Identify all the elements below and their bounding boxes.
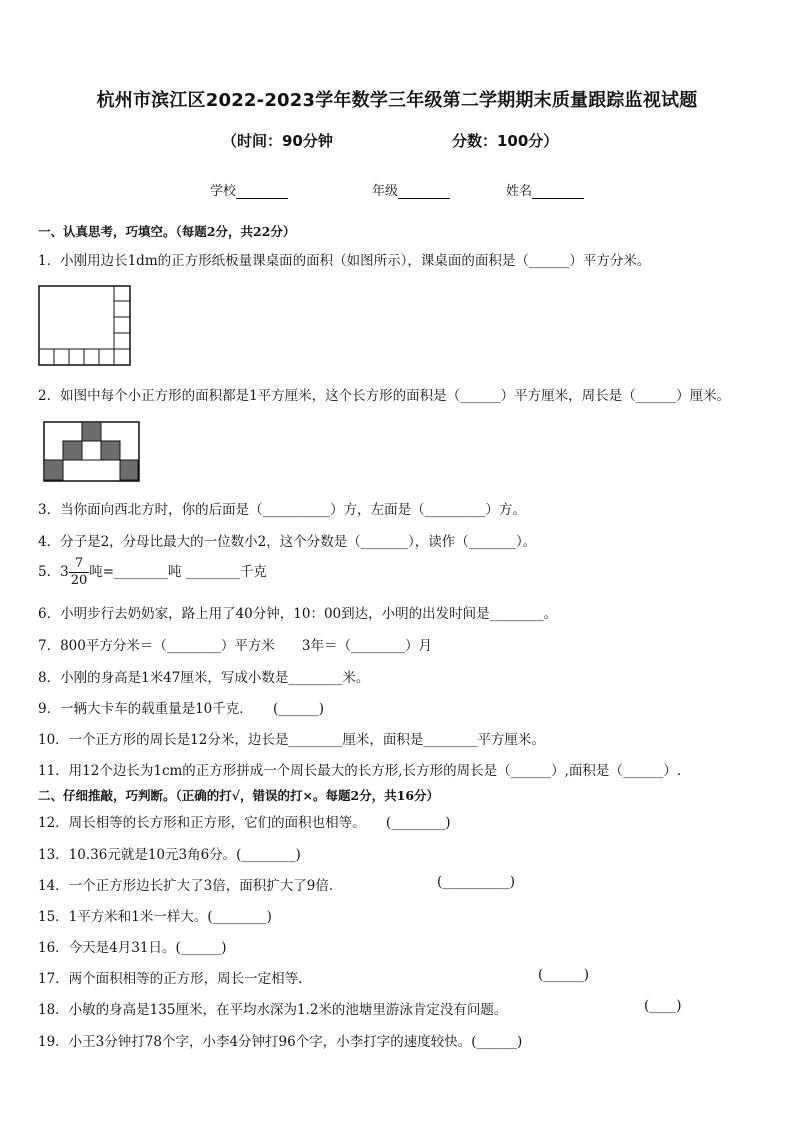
question-13: 13．10.36元就是10元3角6分。(________) bbox=[38, 847, 301, 863]
question-7: 7．800平方分米＝（________）平方米 3年＝（________）月 bbox=[38, 638, 432, 654]
question-2: 2．如图中每个小正方形的面积都是1平方厘米，这个长方形的面积是（______）平方厘米，周长是（______）厘米。 bbox=[38, 388, 731, 404]
question-1: 1．小刚用边长1dm的正方形纸板量课桌面的面积（如图所示），课桌面的面积是（______）平方分米。 bbox=[38, 253, 651, 269]
question-11: 11．用12个边长为1cm的正方形拼成一个周长最大的长方形,长方形的周长是（______）,面积是（______）. bbox=[38, 763, 682, 779]
question-18-answer-blank: (____) bbox=[644, 998, 682, 1014]
section-2-heading: 二、仔细推敲，巧判断。（正确的打√，错误的打×。每题2分，共16分） bbox=[38, 788, 440, 803]
question-17-answer-blank: (______) bbox=[538, 967, 590, 983]
time-label: （时间：90分钟 bbox=[222, 132, 333, 150]
shaded-rectangle-figure bbox=[43, 421, 140, 482]
q5-numerator: 7 bbox=[69, 556, 90, 573]
name-label: 姓名 bbox=[506, 184, 533, 199]
question-15: 15．1平方米和1米一样大。(________) bbox=[38, 909, 272, 925]
school-field bbox=[210, 180, 288, 199]
question-19: 19．小王3分钟打78个字，小李4分钟打96个字，小李打字的速度较快。(______) bbox=[38, 1034, 523, 1050]
grade-field bbox=[372, 180, 450, 199]
page-title: 杭州市滨江区2022-2023学年数学三年级第二学期期末质量跟踪监视试题 bbox=[96, 90, 698, 111]
section-1-heading: 一、认真思考，巧填空。（每题2分，共22分） bbox=[38, 224, 296, 239]
question-8: 8．小刚的身高是1米47厘米，写成小数是________米。 bbox=[38, 670, 370, 686]
q5-suffix: 吨=________吨 ________千克 bbox=[89, 564, 267, 580]
school-label: 学校 bbox=[210, 184, 237, 199]
question-3: 3．当你面向西北方时，你的后面是（__________）方，左面是（_________）方。 bbox=[38, 502, 526, 518]
question-10: 10．一个正方形的周长是12分米，边长是________厘米，面积是________平方厘米。 bbox=[38, 732, 545, 748]
grade-label: 年级 bbox=[372, 184, 399, 199]
q5-denominator: 20 bbox=[70, 573, 88, 588]
question-12: 12．周长相等的长方形和正方形，它们的面积也相等。 (________) bbox=[38, 815, 451, 831]
q5-fraction bbox=[69, 556, 90, 589]
score-label: 分数：100分） bbox=[452, 132, 559, 150]
name-field bbox=[506, 180, 584, 199]
question-18: 18．小敏的身高是135厘米，在平均水深为1.2米的池塘里游泳肯定没有问题。 bbox=[38, 1002, 508, 1018]
desk-grid-figure bbox=[38, 285, 132, 367]
question-9: 9．一辆大卡车的载重量是10千克． (______) bbox=[38, 701, 325, 717]
question-5 bbox=[38, 556, 267, 589]
question-6: 6．小明步行去奶奶家，路上用了40分钟，10：00到达，小明的出发时间是________。 bbox=[38, 606, 558, 622]
question-4: 4．分子是2，分母比最大的一位数小2，这个分数是（_______），读作（_______）。 bbox=[38, 534, 537, 550]
q5-prefix: 5．3 bbox=[38, 564, 69, 580]
question-16: 16．今天是4月31日。(______) bbox=[38, 940, 227, 956]
question-17: 17．两个面积相等的正方形，周长一定相等. bbox=[38, 971, 303, 987]
question-14-answer-blank: (__________) bbox=[437, 874, 516, 890]
question-14: 14．一个正方形边长扩大了3倍，面积扩大了9倍． bbox=[38, 878, 343, 894]
